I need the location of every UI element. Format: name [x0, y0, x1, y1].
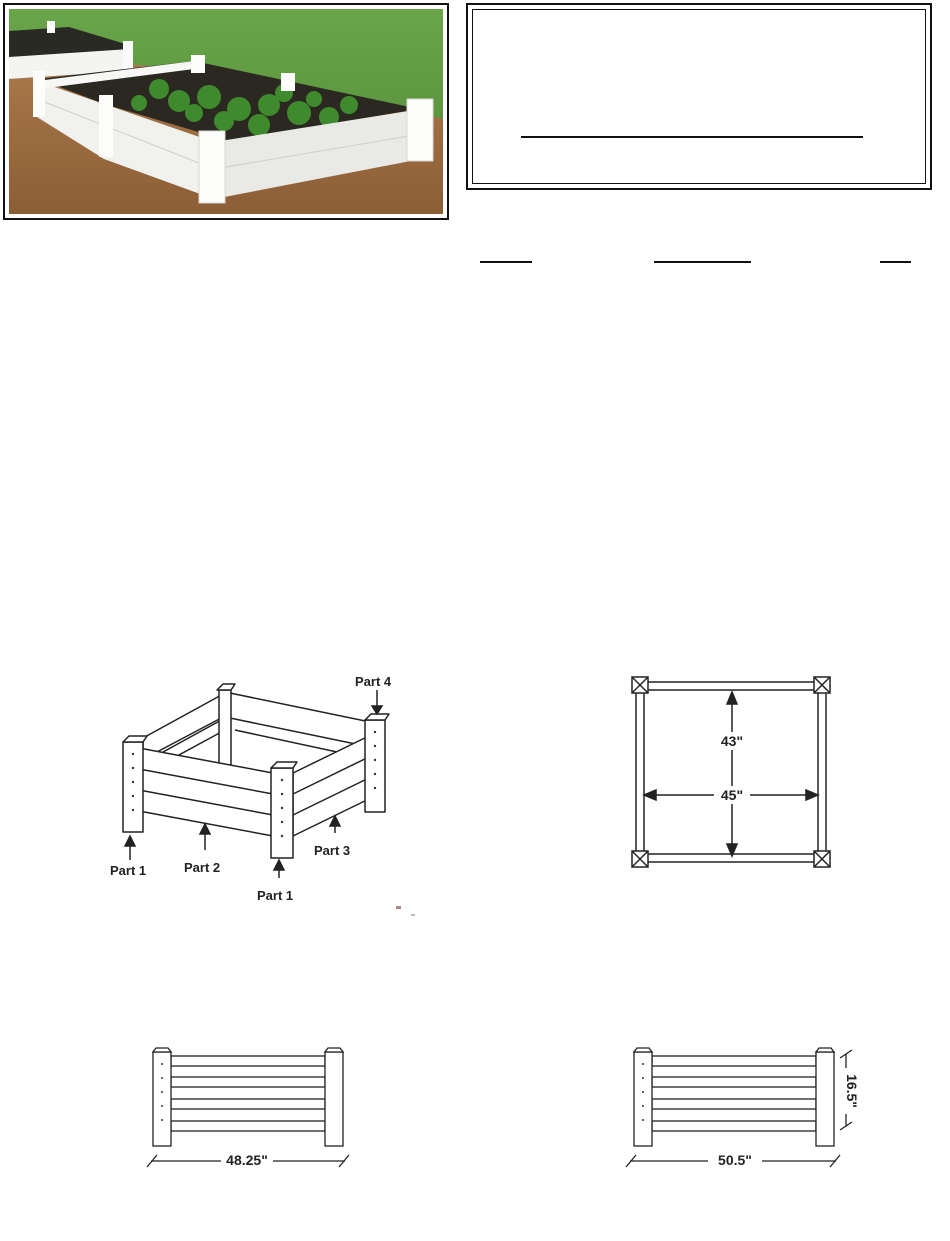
inner-depth-dimension: 43"	[720, 733, 744, 749]
part1-left-label: Part 1	[110, 863, 147, 878]
part3-label: Part 3	[314, 843, 351, 858]
isometric-assembly-diagram	[95, 668, 435, 930]
title-box-inner	[472, 9, 926, 184]
column-header-rule-2	[654, 261, 751, 263]
product-photo-frame	[3, 3, 449, 220]
top-view-diagram	[628, 674, 840, 874]
inner-width-dimension: 45"	[720, 787, 744, 803]
title-underline	[521, 136, 863, 138]
short-side-length-dimension: 48.25"	[226, 1152, 268, 1168]
long-side-length-dimension: 50.5"	[718, 1152, 752, 1168]
column-header-rule-1	[480, 261, 532, 263]
raised-garden-bed-photo	[9, 9, 443, 214]
part1-front-label: Part 1	[257, 888, 294, 903]
title-box	[466, 3, 932, 190]
column-header-rule-3	[880, 261, 911, 263]
scan-speck	[396, 906, 401, 909]
part4-label: Part 4	[355, 674, 392, 689]
side-view-long-diagram	[622, 1044, 862, 1172]
part2-label: Part 2	[184, 860, 221, 875]
side-view-short-diagram	[143, 1044, 355, 1172]
scan-speck	[411, 914, 415, 916]
height-dimension: 16.5"	[844, 1074, 860, 1108]
